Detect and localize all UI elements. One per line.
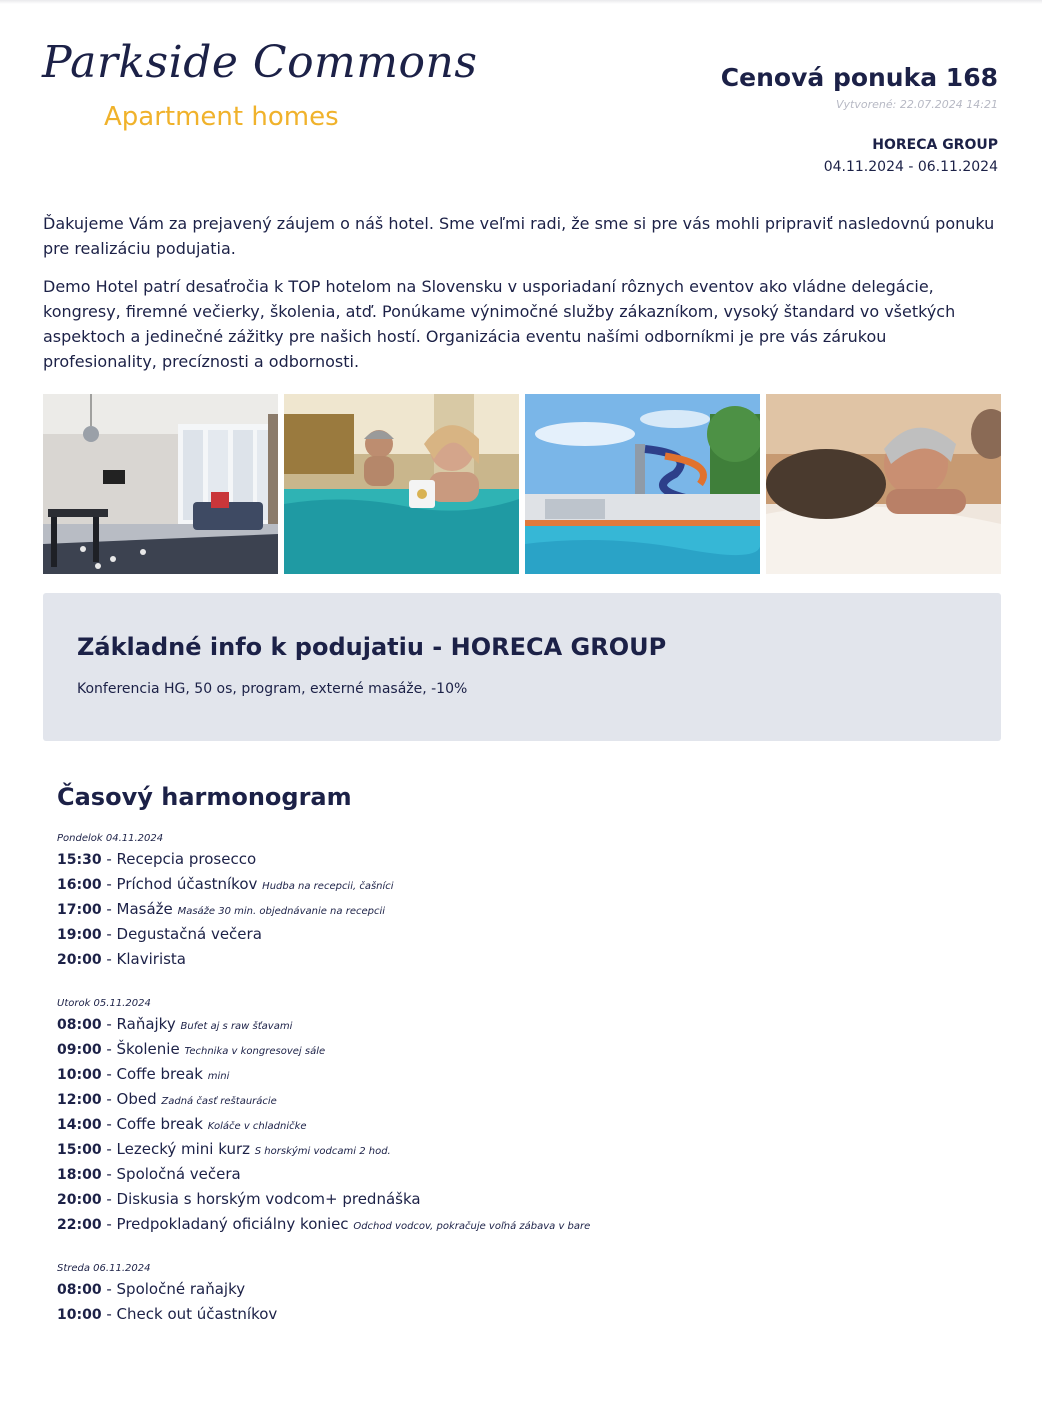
schedule-item: 17:00 - Masáže Masáže 30 min. objednávanie na recepcii — [57, 900, 386, 918]
item-text: Raňajky — [116, 1015, 176, 1033]
item-time: 08:00 — [57, 1017, 102, 1033]
item-text: Príchod účastníkov — [116, 875, 258, 893]
item-note: Technika v kongresovej sále — [184, 1046, 326, 1057]
item-text: Klavirista — [116, 950, 186, 968]
item-time: 18:00 — [57, 1167, 102, 1183]
schedule-item: 10:00 - Coffe break mini — [57, 1065, 230, 1083]
item-time: 10:00 — [57, 1067, 102, 1083]
schedule-section — [57, 780, 957, 1352]
schedule-item: 16:00 - Príchod účastníkov Hudba na recepcii, čašníci — [57, 875, 394, 893]
logo — [42, 37, 478, 138]
item-note: Zadná časť reštaurácie — [161, 1096, 277, 1107]
item-time: 08:00 — [57, 1282, 102, 1298]
item-text: Coffe break — [116, 1065, 203, 1083]
schedule-title: Časový harmonogram — [57, 783, 352, 811]
schedule-day — [57, 997, 957, 1238]
offer-title: Cenová ponuka 168 — [720, 63, 998, 92]
item-time: 20:00 — [57, 952, 102, 968]
item-note: Bufet aj s raw šťavami — [180, 1021, 293, 1032]
schedule-item: 22:00 - Predpokladaný oficiálny koniec Odchod vodcov, pokračuje voľná zábava v bare — [57, 1215, 591, 1233]
schedule-day — [57, 1262, 957, 1328]
schedule-item: 14:00 - Coffe break Koláče v chladničke — [57, 1115, 307, 1133]
logo-wordmark: Parkside Commons — [42, 37, 478, 88]
item-note: mini — [207, 1071, 230, 1082]
item-text: Check out účastníkov — [116, 1305, 278, 1323]
item-time: 12:00 — [57, 1092, 102, 1108]
item-time: 09:00 — [57, 1042, 102, 1058]
item-text: Recepcia prosecco — [116, 850, 257, 868]
item-time: 16:00 — [57, 877, 102, 893]
info-description: Konferencia HG, 50 os, program, externé masáže, -10% — [77, 681, 468, 697]
item-note: Masáže 30 min. objednávanie na recepcii — [177, 906, 386, 917]
item-time: 10:00 — [57, 1307, 102, 1323]
day-label: Utorok 05.11.2024 — [57, 998, 151, 1009]
intro-text — [43, 211, 1001, 387]
day-label: Pondelok 04.11.2024 — [57, 833, 164, 844]
item-text: Masáže — [116, 900, 173, 918]
item-note: Koláče v chladničke — [207, 1121, 307, 1132]
item-text: Obed — [116, 1090, 157, 1108]
item-text: Predpokladaný oficiálny koniec — [116, 1215, 349, 1233]
top-divider — [0, 0, 1042, 4]
intro-paragraph: Ďakujeme Vám za prejavený záujem o náš hotel. Sme veľmi radi, že sme si pre vás mohli pripraviť nasledovnú ponuku pre realizáciu podujatia. — [43, 214, 995, 258]
client-name: HORECA GROUP — [872, 137, 998, 153]
schedule-item: 12:00 - Obed Zadná časť reštaurácie — [57, 1090, 277, 1108]
schedule-item: 10:00 - Check out účastníkov — [57, 1305, 278, 1323]
schedule-item: 08:00 - Raňajky Bufet aj s raw šťavami — [57, 1015, 293, 1033]
day-label: Streda 06.11.2024 — [57, 1263, 151, 1274]
schedule-item: 20:00 - Klavirista — [57, 950, 186, 968]
photo-apartment-interior — [43, 394, 278, 574]
event-info-box — [43, 593, 1001, 741]
item-text: Lezecký mini kurz — [116, 1140, 250, 1158]
item-text: Coffe break — [116, 1115, 203, 1133]
photo-gallery — [43, 394, 1001, 574]
item-note: Odchod vodcov, pokračuje voľná zábava v bare — [353, 1221, 591, 1232]
schedule-item: 19:00 - Degustačná večera — [57, 925, 262, 943]
offer-header — [721, 60, 998, 177]
item-time: 15:00 — [57, 1142, 102, 1158]
schedule-item: 08:00 - Spoločné raňajky — [57, 1280, 246, 1298]
item-note: S horskými vodcami 2 hod. — [254, 1146, 391, 1157]
schedule-item: 15:30 - Recepcia prosecco — [57, 850, 257, 868]
item-text: Degustačná večera — [116, 925, 262, 943]
logo-tagline: Apartment homes — [104, 102, 339, 132]
photo-massage — [766, 394, 1001, 574]
intro-paragraph: Demo Hotel patrí desaťročia k TOP hotelom na Slovensku v usporiadaní rôznych eventov ako vládne delegácie, kongresy, firemné večierky, školenia, atď. Ponúkame výnimočné služby zákazníkom, vysoký štandard vo všetkých aspektoch a jedinečné zážitky pre našich hostí. Organizácia eventu našími odborníkmi je pre vás zárukou profesionality, precíznosti a odbornosti. — [43, 277, 956, 371]
schedule-item: 18:00 - Spoločná večera — [57, 1165, 241, 1183]
created-timestamp: Vytvorené: 22.07.2024 14:21 — [836, 98, 998, 111]
item-text: Spoločná večera — [116, 1165, 241, 1183]
item-time: 15:30 — [57, 852, 102, 868]
info-title: Základné info k podujatiu - HORECA GROUP — [77, 633, 667, 661]
item-time: 14:00 — [57, 1117, 102, 1133]
photo-pool-couple — [284, 394, 519, 574]
item-time: 20:00 — [57, 1192, 102, 1208]
item-text: Školenie — [116, 1040, 180, 1058]
schedule-item: 20:00 - Diskusia s horským vodcom+ prednáška — [57, 1190, 421, 1208]
item-note: Hudba na recepcii, čašníci — [262, 881, 394, 892]
schedule-item: 15:00 - Lezecký mini kurz S horskými vodcami 2 hod. — [57, 1140, 391, 1158]
schedule-item: 09:00 - Školenie Technika v kongresovej sále — [57, 1040, 326, 1058]
item-time: 22:00 — [57, 1217, 102, 1233]
item-time: 19:00 — [57, 927, 102, 943]
schedule-day — [57, 832, 957, 973]
photo-water-park — [525, 394, 760, 574]
item-text: Diskusia s horským vodcom+ prednáška — [116, 1190, 421, 1208]
event-dates: 04.11.2024 - 06.11.2024 — [823, 159, 998, 175]
item-text: Spoločné raňajky — [116, 1280, 246, 1298]
item-time: 17:00 — [57, 902, 102, 918]
